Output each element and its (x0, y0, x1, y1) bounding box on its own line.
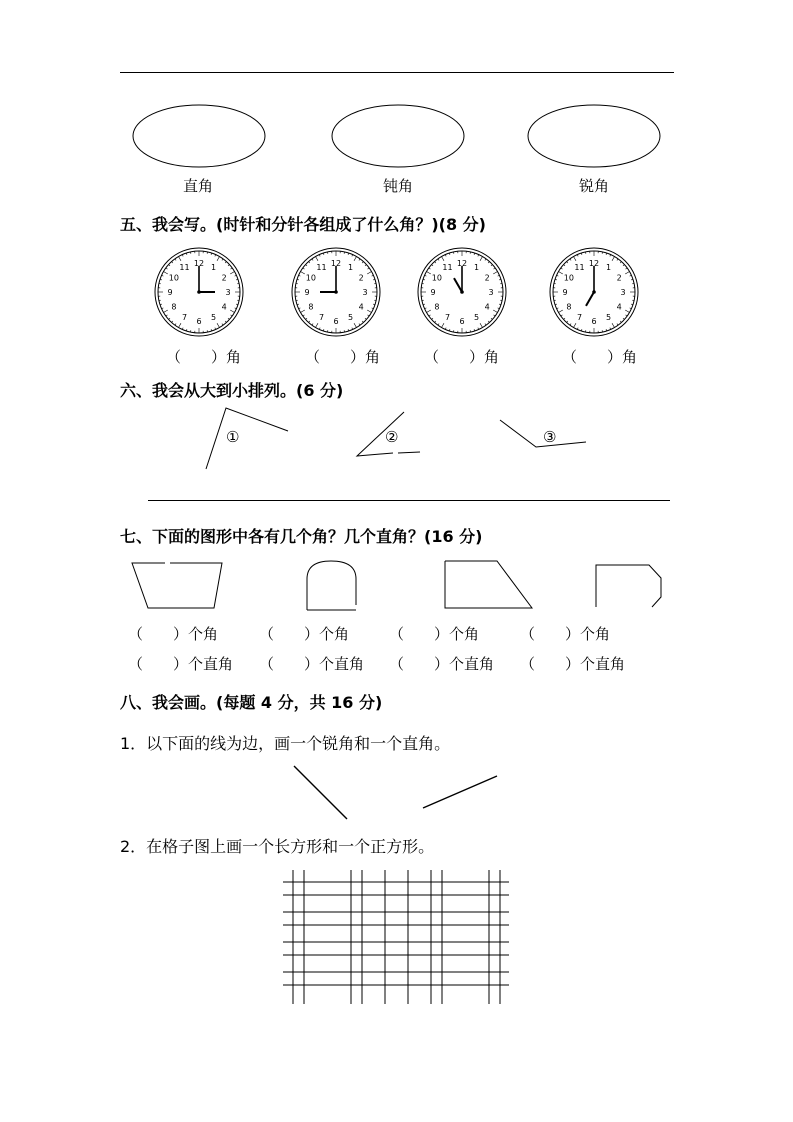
given-line-2 (423, 776, 497, 808)
dial-number: 6 (459, 317, 465, 326)
shape-trapezoid (132, 563, 222, 608)
ellipse-label-right: 直角 (183, 177, 214, 195)
dial-number: 1 (473, 262, 480, 272)
right-angle-count-2[interactable]: （ ）个直角 (259, 655, 365, 673)
corner-count-row (0, 623, 793, 643)
given-lines (0, 762, 793, 822)
ellipse-acute-angle (528, 105, 660, 167)
dial-number: 4 (221, 302, 227, 312)
ellipse-label-obtuse: 钝角 (383, 177, 414, 195)
dial-number: 7 (181, 313, 188, 323)
dial-number: 3 (225, 288, 231, 297)
dial-number: 8 (434, 302, 440, 312)
dial-number: 11 (574, 262, 585, 272)
section8-title: 八、我会画。(每题 4 分，共 16 分) (120, 693, 383, 712)
clock-answer-4[interactable]: （ ）角 (562, 348, 638, 366)
clock-answer-1[interactable]: （ ）角 (166, 348, 242, 366)
dial-number: 9 (304, 288, 310, 297)
dial-number: 10 (168, 273, 179, 283)
dial-number: 1 (210, 262, 217, 272)
dial-number: 8 (566, 302, 572, 312)
ellipse-right-angle (133, 105, 265, 167)
ordering-answer-line[interactable] (148, 500, 670, 501)
section5-title: 五、我会写。(时针和分针各组成了什么角？)(8 分) (120, 215, 486, 234)
right-angle-count-1[interactable]: （ ）个直角 (128, 655, 234, 673)
dial-number: 12 (330, 259, 342, 268)
clock-answers (0, 346, 793, 366)
dial-number: 12 (456, 259, 468, 268)
clock-answer-2[interactable]: （ ）角 (305, 348, 381, 366)
dial-number: 1 (347, 262, 354, 272)
dial-number: 2 (221, 273, 227, 283)
dial-number: 4 (616, 302, 622, 312)
dial-number: 4 (484, 302, 490, 312)
corner-count-3[interactable]: （ ）个角 (389, 625, 480, 643)
section7-title: 七、下面的图形中各有几个角？几个直角？(16 分) (120, 527, 483, 546)
dial-number: 9 (167, 288, 173, 297)
section6-title: 六、我会从大到小排列。(6 分) (120, 381, 344, 400)
corner-count-2[interactable]: （ ）个角 (259, 625, 350, 643)
dial-number: 3 (362, 288, 368, 297)
ellipse-obtuse-angle (332, 105, 464, 167)
shape-arch (307, 561, 356, 610)
right-angle-count-4[interactable]: （ ）个直角 (520, 655, 626, 673)
dial-number: 3 (620, 288, 626, 297)
section8-q2: 2．在格子图上画一个长方形和一个正方形。 (120, 837, 435, 856)
dial-number: 2 (358, 273, 364, 283)
given-line-1 (294, 766, 347, 819)
angle-label-1: ① (226, 428, 240, 446)
dial-number: 6 (196, 317, 202, 326)
dial-number: 2 (484, 273, 490, 283)
right-angle-count-row (0, 653, 793, 673)
right-angle-count-3[interactable]: （ ）个直角 (389, 655, 495, 673)
dial-number: 10 (305, 273, 316, 283)
section8-q1: 1．以下面的线为边，画一个锐角和一个直角。 (120, 734, 451, 753)
corner-count-4[interactable]: （ ）个角 (520, 625, 611, 643)
dial-number: 5 (347, 313, 354, 323)
shape-cut-rectangle (596, 565, 661, 607)
dial-number: 11 (316, 262, 327, 272)
drawing-grid[interactable] (283, 868, 513, 1008)
dial-number: 6 (591, 317, 597, 326)
angle-label-3: ③ (543, 428, 557, 446)
angle-label-2: ② (385, 428, 399, 446)
dial-number: 12 (588, 259, 600, 268)
dial-number: 5 (473, 313, 480, 323)
dial-number: 5 (605, 313, 612, 323)
dial-number: 11 (179, 262, 190, 272)
dial-number: 7 (318, 313, 325, 323)
ellipse-label-acute: 锐角 (579, 177, 610, 195)
clock-2 (292, 248, 380, 336)
shape-right-trapezoid (445, 561, 532, 608)
dial-number: 10 (431, 273, 442, 283)
clock-4 (550, 248, 638, 336)
dial-number: 5 (210, 313, 217, 323)
dial-number: 8 (171, 302, 177, 312)
shapes-row (0, 557, 793, 617)
dial-number: 11 (442, 262, 453, 272)
hour-hand (586, 292, 594, 306)
clock-3 (418, 248, 506, 336)
dial-number: 6 (333, 317, 339, 326)
dial-number: 12 (193, 259, 205, 268)
angle-ellipses (0, 100, 793, 180)
dial-number: 1 (605, 262, 612, 272)
dial-number: 2 (616, 273, 622, 283)
dial-number: 10 (563, 273, 574, 283)
dial-number: 3 (488, 288, 494, 297)
clock-row (0, 242, 793, 342)
dial-number: 7 (576, 313, 583, 323)
dial-number: 8 (308, 302, 314, 312)
hour-hand (454, 278, 462, 292)
clock-1 (155, 248, 243, 336)
dial-number: 9 (562, 288, 568, 297)
angle-1 (206, 408, 288, 469)
clock-answer-3[interactable]: （ ）角 (424, 348, 500, 366)
dial-number: 4 (358, 302, 364, 312)
corner-count-1[interactable]: （ ）个角 (128, 625, 219, 643)
dial-number: 7 (444, 313, 451, 323)
top-rule (120, 72, 674, 73)
dial-number: 9 (430, 288, 436, 297)
